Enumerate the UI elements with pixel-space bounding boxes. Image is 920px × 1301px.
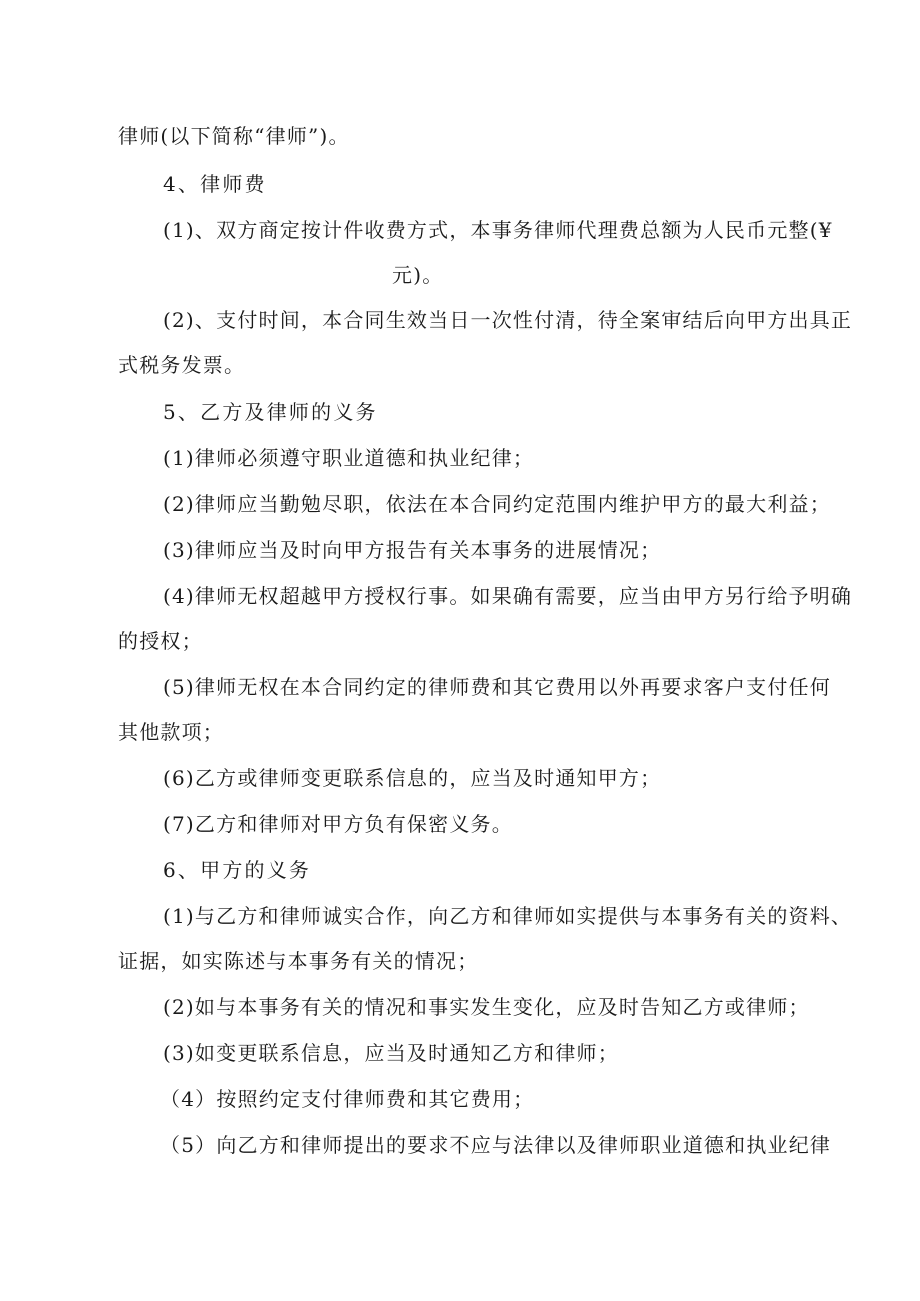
- paragraph-line: 证据，如实陈述与本事务有关的情况；: [118, 949, 479, 973]
- paragraph-line: 其他款项；: [118, 720, 224, 744]
- paragraph-line: （5）向乙方和律师提出的要求不应与法律以及律师职业道德和执业纪律: [160, 1133, 832, 1157]
- paragraph-line: （4）按照约定支付律师费和其它费用；: [160, 1087, 535, 1111]
- paragraph-line: 元)。: [392, 263, 444, 287]
- section-heading: 5、乙方及律师的义务: [163, 400, 378, 424]
- paragraph-line: (5)律师无权在本合同约定的律师费和其它费用以外再要求客户支付任何: [163, 675, 831, 699]
- paragraph-line: (7)乙方和律师对甲方负有保密义务。: [163, 812, 513, 836]
- section-heading: 6、甲方的义务: [163, 858, 312, 882]
- paragraph-line: (4)律师无权超越甲方授权行事。如果确有需要，应当由甲方另行给予明确: [163, 584, 853, 608]
- paragraph-line: (1)、双方商定按计件收费方式，本事务律师代理费总额为人民币元整(¥: [163, 218, 833, 242]
- paragraph-line: (6)乙方或律师变更联系信息的，应当及时通知甲方；: [163, 766, 662, 790]
- paragraph-line: 的授权；: [118, 629, 203, 653]
- paragraph-line: (2)律师应当勤勉尽职，依法在本合同约定范围内维护甲方的最大利益；: [163, 492, 831, 516]
- paragraph-line: 律师(以下简称“律师”)。: [118, 124, 350, 148]
- paragraph-line: (1)律师必须遵守职业道德和执业纪律；: [163, 446, 535, 470]
- paragraph-line: (1)与乙方和律师诚实合作，向乙方和律师如实提供与本事务有关的资料、: [163, 904, 853, 928]
- paragraph-line: (2)如与本事务有关的情况和事实发生变化，应及时告知乙方或律师；: [163, 995, 810, 1019]
- paragraph-line: 式税务发票。: [118, 353, 246, 377]
- paragraph-line: (3)律师应当及时向甲方报告有关本事务的进展情况；: [163, 538, 662, 562]
- paragraph-line: (3)如变更联系信息，应当及时通知乙方和律师；: [163, 1041, 619, 1065]
- section-heading: 4、律师费: [163, 172, 267, 196]
- paragraph-line: (2)、支付时间，本合同生效当日一次性付清，待全案审结后向甲方出具正: [163, 308, 853, 332]
